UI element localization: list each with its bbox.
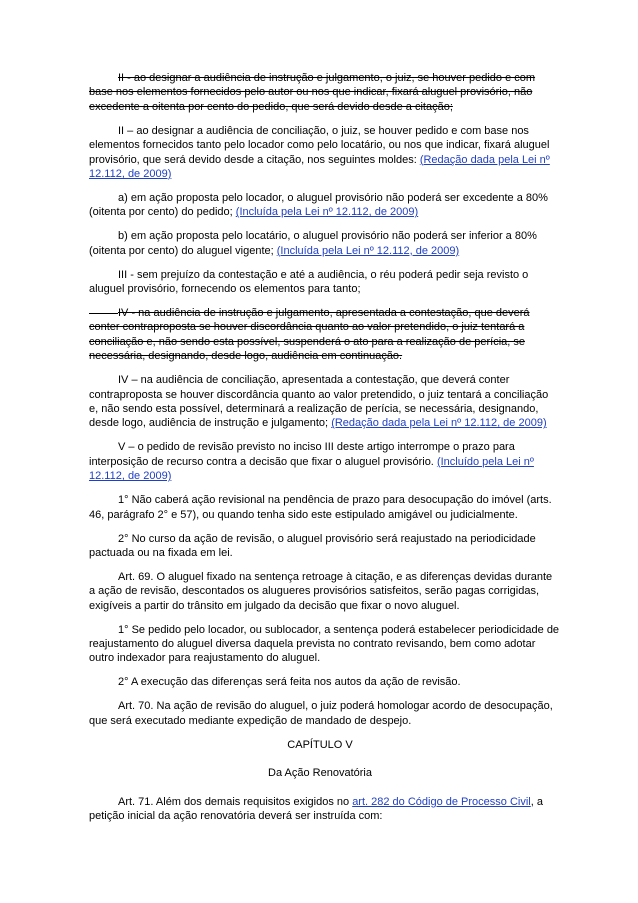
text-line: outro indexador para reajustamento do aluguel. <box>89 652 321 665</box>
inciso-iv-paragraph <box>89 373 551 431</box>
text-line: conter contraproposta se houver discordância quanto ao valor pretendido, o juiz tentará a <box>89 321 525 334</box>
cpc-article-link[interactable]: art. 282 do Código de Processo Civil <box>352 795 531 808</box>
text-line: 1° Se pedido pelo locador, ou sublocador, a sentença poderá estabelecer periodicidade de <box>118 623 560 636</box>
text-line: necessária, designando, desde logo, audiência em continuação. <box>89 350 403 363</box>
law-reference-link[interactable]: (Incluída pela Lei nº 12.112, de 2009) <box>276 244 460 257</box>
inciso-ii-revoked-paragraph <box>89 71 551 114</box>
text-line <box>89 469 551 483</box>
art-69-paragraph <box>89 570 551 613</box>
text-line: e, não sendo esta possível, determinará a realização de perícia, se necessária, designando, <box>89 402 539 415</box>
text-line: conciliação e, não sendo esta possível, suspenderá o ato para a realização de perícia, se <box>89 335 525 348</box>
alinea-b-paragraph <box>89 229 551 258</box>
law-reference-link[interactable]: (Redação dada pela Lei nº <box>419 153 550 166</box>
art-69-paragrafo-2-paragraph <box>89 675 551 689</box>
paragrafo-2-paragraph <box>89 532 551 561</box>
chapter-title-heading: Da Ação Renovatória <box>268 766 372 779</box>
text-line: petição inicial da ação renovatória deverá ser instruída com: <box>89 810 383 823</box>
text-line: a) em ação proposta pelo locador, o aluguel provisório não poderá ser excedente a 80% <box>118 191 548 204</box>
text-line <box>89 416 551 430</box>
line-text: IV - na audiência de instrução e julgamento, apresentada a contestação, que deverá <box>118 307 530 320</box>
alinea-a-paragraph <box>89 191 551 220</box>
law-reference-link[interactable]: (Incluído pela Lei nº <box>436 455 534 468</box>
text-line <box>89 153 551 167</box>
text-line: elementos fornecidos tanto pelo locador como pelo locatário, ou nos que indicar, fixará aluguel <box>89 139 550 152</box>
line-text: (oitenta por cento) do pedido; <box>89 206 233 219</box>
text-line: V – o pedido de revisão previsto no inciso III deste artigo interrompe o prazo para <box>118 441 515 454</box>
text-line: b) em ação proposta pelo locatário, o aluguel provisório não poderá ser inferior a 80% <box>118 230 537 243</box>
text-line: que será executado mediante expedição de mandado de despejo. <box>89 714 412 727</box>
art-69-paragrafo-1-paragraph <box>89 623 560 666</box>
strike-indent <box>89 313 118 314</box>
text-line: Art. 70. Na ação de revisão do aluguel, o juiz poderá homologar acordo de desocupação, <box>118 700 553 713</box>
text-line: III - sem prejuízo da contestação e até a audiência, o réu poderá pedir seja revisto o <box>118 268 529 281</box>
text-line <box>89 795 551 809</box>
line-text: desde logo, audiência de instrução e julgamento; <box>89 417 329 430</box>
text-line: pactuada ou na fixada em lei. <box>89 546 233 559</box>
line-text: Art. 71. Além dos demais requisitos exigidos no <box>118 795 350 808</box>
text-line: 46, parágrafo 2° e 57), ou quando tenha sido este estipulado amigável ou judicialmente. <box>89 508 518 521</box>
law-reference-link[interactable]: (Redação dada pela Lei nº 12.112, de 2009) <box>331 417 547 430</box>
text-line <box>89 306 551 320</box>
text-line <box>89 167 551 181</box>
line-text: (oitenta por cento) do aluguel vigente; <box>89 244 274 257</box>
text-line: exigíveis a partir do trânsito em julgado da decisão que fixar o novo aluguel. <box>89 599 460 612</box>
text-line: 2° A execução das diferenças será feita nos autos da ação de revisão. <box>118 676 461 689</box>
inciso-v-paragraph <box>89 440 551 483</box>
line-text: provisório, que será devido desde a citação, nos seguintes moldes: <box>89 153 417 166</box>
text-line: II - ao designar a audiência de instrução e julgamento, o juiz, se houver pedido e com <box>118 72 536 84</box>
text-line: 2° No curso da ação de revisão, o aluguel provisório será reajustado na periodicidade <box>118 532 536 545</box>
text-line: contraproposta se houver discordância quanto ao valor pretendido, o juiz tentará a conciliação <box>89 388 549 401</box>
art-70-paragraph <box>89 699 551 728</box>
text-line: base nos elementos fornecidos pelo autor ou nos que indicar, fixará aluguel provisório, não <box>89 86 533 99</box>
inciso-iv-revoked-paragraph <box>89 306 551 364</box>
inciso-ii-paragraph <box>89 124 551 182</box>
line-text: , a <box>530 795 543 808</box>
text-line: a ação de revisão, descontados os alugueres provisórios satisfeitos, serão pagas corrigidas, <box>89 585 540 598</box>
law-reference-link[interactable]: 12.112, de 2009) <box>89 470 172 483</box>
text-line: excedente a oitenta por cento do pedido, que será devido desde a citação; <box>89 100 453 113</box>
art-71-paragraph <box>89 795 551 824</box>
inciso-iii-paragraph <box>89 268 551 297</box>
text-line <box>89 244 551 258</box>
law-reference-link[interactable]: (Incluída pela Lei nº 12.112, de 2009) <box>235 206 419 219</box>
line-text: interposição de recurso contra a decisão que fixar o aluguel provisório. <box>89 455 434 468</box>
text-line <box>89 455 551 469</box>
text-line: reajustamento do aluguel diversa daquela prevista no contrato revisando, bem como adotar <box>89 638 536 651</box>
text-line: II – ao designar a audiência de conciliação, o juiz, se houver pedido e com base nos <box>118 124 529 137</box>
text-line: aluguel provisório, fornecendo os elementos para tanto; <box>89 283 361 296</box>
document-page <box>89 71 560 833</box>
chapter-number-heading: CAPÍTULO V <box>287 738 353 751</box>
text-line: IV – na audiência de conciliação, apresentada a contestação, que deverá conter <box>118 374 510 387</box>
law-reference-link[interactable]: 12.112, de 2009) <box>89 167 172 180</box>
text-line: 1° Não caberá ação revisional na pendência de prazo para desocupação do imóvel (arts. <box>118 494 552 507</box>
text-line <box>89 205 551 219</box>
text-line: Art. 69. O aluguel fixado na sentença retroage à citação, e as diferenças devidas durante <box>118 570 553 583</box>
paragrafo-1-paragraph <box>89 493 551 522</box>
